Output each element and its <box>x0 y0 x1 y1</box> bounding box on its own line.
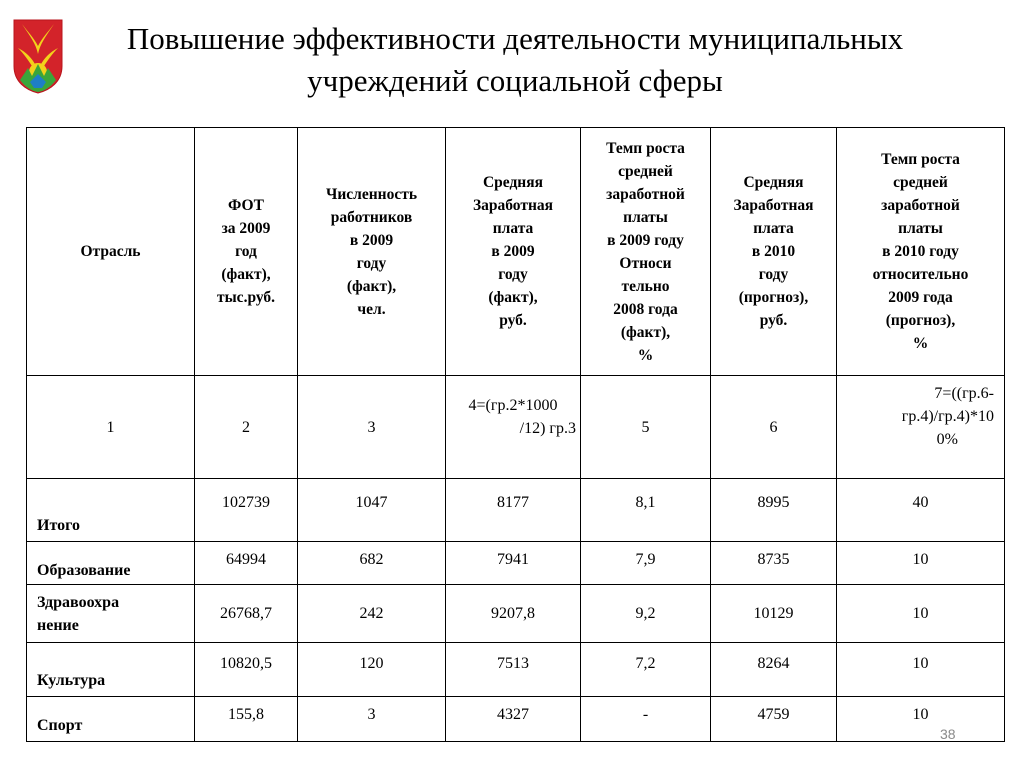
header-text: работников <box>330 208 413 226</box>
cell-growth-2009: - <box>581 697 711 742</box>
cell-avg-2010: 8995 <box>711 479 837 542</box>
coat-of-arms-icon <box>12 18 64 94</box>
cell-avg-2009: 9207,8 <box>446 585 581 643</box>
cell-growth-2010: 10 <box>837 643 1005 697</box>
cell-avg-2009: 7513 <box>446 643 581 697</box>
table-row-education <box>27 542 1005 585</box>
title-line-2: учреждений социальной сферы <box>307 63 723 98</box>
header-text: году <box>758 266 789 283</box>
cell-fot: 26768,7 <box>195 585 298 643</box>
formula-text: 0% <box>936 431 958 448</box>
header-growth-2009 <box>581 128 711 376</box>
header-text: % <box>912 335 929 352</box>
header-text: Темп роста <box>881 151 960 168</box>
header-text: (прогноз), <box>738 289 809 306</box>
row-label: Спорт <box>27 697 195 742</box>
header-industry <box>27 128 195 376</box>
cell-avg-2010: 4759 <box>711 697 837 742</box>
table-header-row <box>27 128 1005 376</box>
cell-growth-2009: 7,9 <box>581 542 711 585</box>
header-text: платы <box>898 220 943 237</box>
header-avg-salary-2010 <box>711 128 837 376</box>
row-label-text: нение <box>37 616 79 634</box>
cell-fot: 155,8 <box>195 697 298 742</box>
cell-staff: 1047 <box>298 479 446 542</box>
header-text: чел. <box>357 300 386 318</box>
row-label: Образование <box>27 542 195 585</box>
header-text: (факт), <box>346 277 397 295</box>
header-text: Заработная <box>472 197 554 214</box>
row-label: Культура <box>27 643 195 697</box>
column-number: 1 <box>27 376 195 479</box>
column-number-row <box>27 376 1005 479</box>
cell-growth-2010: 10 <box>837 542 1005 585</box>
header-text: средней <box>618 162 673 180</box>
cell-growth-2010: 10 <box>837 697 1005 742</box>
cell-growth-2010: 10 <box>837 585 1005 643</box>
header-text: Численность <box>325 185 418 203</box>
cell-avg-2010: 8264 <box>711 643 837 697</box>
cell-avg-2009: 7941 <box>446 542 581 585</box>
salary-table <box>26 127 1005 742</box>
cell-growth-2009: 7,2 <box>581 643 711 697</box>
formula-text: гр.4)/гр.4)*10 <box>901 408 994 425</box>
column-formula-4 <box>446 376 581 479</box>
header-text: 2008 года <box>613 300 678 318</box>
column-formula-7 <box>837 376 1005 479</box>
cell-staff: 682 <box>298 542 446 585</box>
header-text: (факт), <box>620 323 671 341</box>
header-text: за 2009 <box>221 220 271 237</box>
column-number: 5 <box>581 376 711 479</box>
header-text: ФОТ <box>228 197 264 214</box>
cell-growth-2009: 9,2 <box>581 585 711 643</box>
header-text: платы <box>623 208 668 226</box>
header-text: Отрасль <box>80 243 141 260</box>
header-text: в 2010 году <box>882 243 959 260</box>
cell-staff: 242 <box>298 585 446 643</box>
header-text: плата <box>753 220 794 237</box>
header-text: плата <box>492 220 534 237</box>
header-text: средней <box>893 174 948 191</box>
header-text: году <box>498 266 528 283</box>
formula-text: 7=((гр.6- <box>934 385 994 402</box>
header-text: % <box>637 346 654 364</box>
table-row-healthcare <box>27 585 1005 643</box>
header-text: руб. <box>759 312 788 329</box>
header-text: руб. <box>499 312 527 329</box>
header-growth-2010 <box>837 128 1005 376</box>
header-text: заработной <box>881 197 960 214</box>
header-text: 2009 года <box>888 289 953 306</box>
header-text: тельно <box>621 277 670 295</box>
cell-avg-2010: 10129 <box>711 585 837 643</box>
header-text: в 2009 году <box>607 231 684 249</box>
header-staff-count <box>298 128 446 376</box>
header-text: Темп роста <box>606 139 685 157</box>
column-number: 6 <box>711 376 837 479</box>
table-row-culture <box>27 643 1005 697</box>
header-text: Относи <box>619 254 672 272</box>
header-text: (факт), <box>221 266 271 283</box>
column-number: 3 <box>298 376 446 479</box>
header-text: заработной <box>606 185 685 203</box>
row-label-text: Здравоохра <box>37 593 120 611</box>
cell-growth-2010: 40 <box>837 479 1005 542</box>
header-text: тыс.руб. <box>216 289 276 306</box>
header-text: Заработная <box>733 197 814 214</box>
cell-fot: 102739 <box>195 479 298 542</box>
cell-staff: 120 <box>298 643 446 697</box>
row-label: Итого <box>27 479 195 542</box>
header-text: в 2009 <box>491 243 535 260</box>
cell-staff: 3 <box>298 697 446 742</box>
cell-avg-2009: 4327 <box>446 697 581 742</box>
header-text: Средняя <box>482 174 544 191</box>
header-text: (факт), <box>488 289 538 306</box>
header-text: год <box>235 243 257 260</box>
cell-avg-2009: 8177 <box>446 479 581 542</box>
cell-fot: 64994 <box>195 542 298 585</box>
header-text: относительно <box>872 266 969 283</box>
header-avg-salary-2009 <box>446 128 581 376</box>
row-label <box>27 585 195 643</box>
header-text: в 2010 <box>751 243 796 260</box>
column-number: 2 <box>195 376 298 479</box>
header-text: (прогноз), <box>885 312 956 329</box>
formula-text: /12) гр.3 <box>519 420 576 437</box>
header-text: году <box>356 254 387 272</box>
cell-avg-2010: 8735 <box>711 542 837 585</box>
header-payroll-2009 <box>195 128 298 376</box>
header-text: Средняя <box>743 174 804 191</box>
title-line-1: Повышение эффективности деятельности муниципальных <box>126 21 904 56</box>
page-number: 38 <box>940 726 956 742</box>
page-title <box>80 18 950 102</box>
cell-fot: 10820,5 <box>195 643 298 697</box>
cell-growth-2009: 8,1 <box>581 479 711 542</box>
table-row-sport <box>27 697 1005 742</box>
table-row-total <box>27 479 1005 542</box>
header-text: в 2009 <box>349 231 394 249</box>
formula-text: 4=(гр.2*1000 <box>468 397 558 414</box>
